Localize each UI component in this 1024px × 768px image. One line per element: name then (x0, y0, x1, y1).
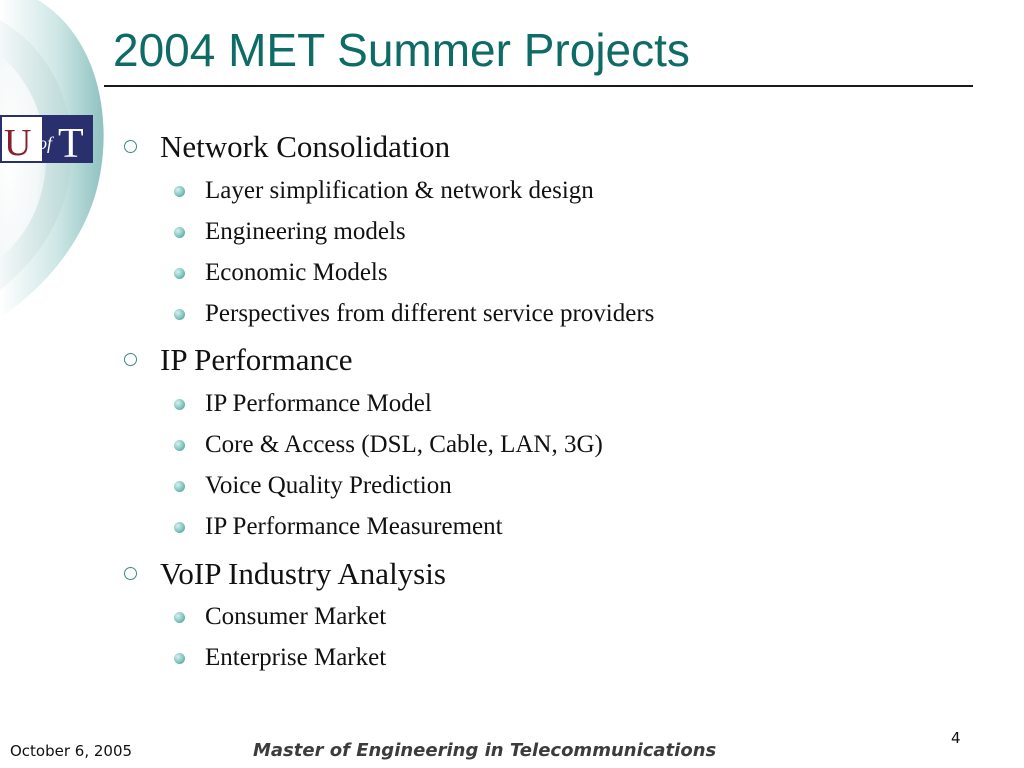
list-item-text: Economic Models (205, 259, 388, 286)
dot-bullet-icon (174, 399, 185, 410)
list-item-text: Engineering models (205, 218, 406, 245)
section-heading (160, 556, 446, 592)
list-item-text: Core & Access (DSL, Cable, LAN, 3G) (205, 431, 603, 458)
section-heading-text: IP Performance (160, 342, 353, 377)
list-item (205, 217, 406, 247)
list-item-text: Perspectives from different service providers (205, 300, 655, 327)
slide-title: 2004 MET Summer Projects (113, 24, 690, 76)
svg-text:T: T (58, 121, 84, 163)
list-item-text: IP Performance Measurement (205, 513, 503, 540)
footer-program-name: Master of Engineering in Telecommunications (253, 740, 717, 761)
dot-bullet-icon (174, 522, 185, 533)
list-item-text: Consumer Market (205, 603, 387, 630)
list-item (205, 512, 503, 542)
page-number: 4 (951, 729, 961, 747)
list-item (205, 643, 386, 673)
list-item-text: IP Performance Model (205, 390, 432, 417)
dot-bullet-icon (174, 440, 185, 451)
section-heading-text: Network Consolidation (160, 129, 451, 164)
list-item (205, 389, 432, 419)
dot-bullet-icon (174, 227, 185, 238)
hollow-circle-bullet-icon (124, 567, 137, 580)
hollow-circle-bullet-icon (124, 140, 137, 153)
dot-bullet-icon (174, 653, 185, 664)
section-heading (160, 342, 353, 378)
list-item-text: Layer simplification & network design (205, 177, 594, 204)
dot-bullet-icon (174, 309, 185, 320)
list-item (205, 176, 594, 206)
footer-date: October 6, 2005 (10, 742, 133, 760)
list-item (205, 299, 654, 329)
list-item-text: Voice Quality Prediction (205, 472, 452, 499)
section-heading (160, 129, 450, 165)
list-item (205, 602, 386, 632)
dot-bullet-icon (174, 186, 185, 197)
dot-bullet-icon (174, 481, 185, 492)
list-item (205, 471, 452, 501)
dot-bullet-icon (174, 268, 185, 279)
dot-bullet-icon (174, 612, 185, 623)
list-item-text: Enterprise Market (205, 644, 387, 671)
list-item (205, 258, 388, 288)
hollow-circle-bullet-icon (124, 353, 137, 366)
svg-text:of: of (38, 133, 53, 153)
svg-text:U: U (4, 122, 32, 163)
section-heading-text: VoIP Industry Analysis (160, 556, 446, 591)
list-item (205, 430, 603, 460)
